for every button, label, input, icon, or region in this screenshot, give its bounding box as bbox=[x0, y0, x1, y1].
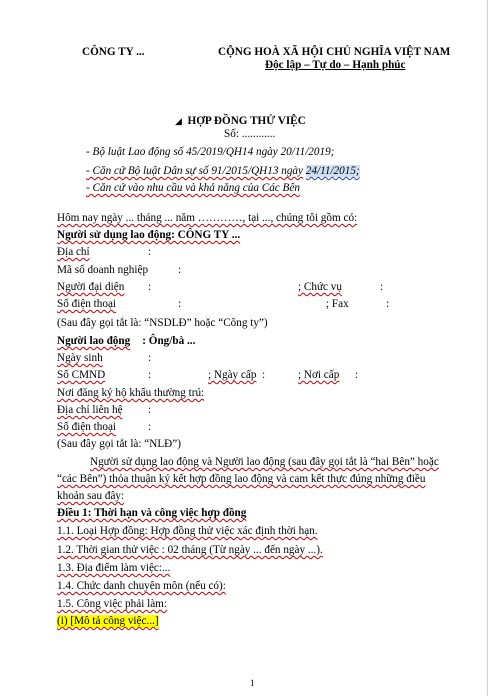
legal-basis-2 bbox=[86, 165, 360, 178]
page-number: 1 bbox=[250, 678, 255, 688]
task-description-placeholder[interactable]: (i) [Mô tả công việc...] bbox=[57, 615, 159, 627]
agreement-line-1: Người sử dụng lao động và Người lao động (sau đây gọi tắt là “hai Bên” hoặc bbox=[90, 456, 439, 468]
colon: : bbox=[148, 421, 152, 433]
colon: : bbox=[148, 404, 152, 416]
intro-line: Hôm nay ngày ... tháng ... năm …………, tại ..., chúng tôi gồm có: bbox=[57, 212, 358, 224]
agreement-line-2: “các Bên”) thỏa thuận ký kết hợp đồng lao động và cam kết thực đúng những điều bbox=[57, 473, 426, 485]
legal-basis-2-text: - Căn cứ Bộ luật Dân sự số 91/2015/QH13 ngày bbox=[86, 165, 303, 177]
position-label: ; Chức vụ bbox=[298, 281, 342, 293]
contract-title-text: HỢP ĐỒNG THỬ VIỆC bbox=[187, 115, 306, 127]
page-edge bbox=[487, 0, 488, 696]
issue-place-label: ; Nơi cấp bbox=[298, 369, 340, 381]
colon: : bbox=[148, 369, 152, 381]
republic-heading: CỘNG HOÀ XÃ HỘI CHỦ NGHĨA VIỆT NAM bbox=[218, 46, 451, 58]
employer-heading: Người sử dụng lao động: CÔNG TY ... bbox=[57, 229, 241, 241]
legal-basis-3: - Căn cứ vào nhu cầu và khả năng của Các Bên bbox=[86, 182, 300, 194]
issue-date-label: ; Ngày cấp bbox=[208, 369, 257, 381]
article-1-item: 1.1. Loại Hợp đồng: Hợp đồng thử việc xác định thời hạn. bbox=[57, 525, 318, 537]
employer-phone-label: Số điện thoại bbox=[57, 298, 117, 310]
contract-title bbox=[175, 115, 306, 128]
selected-date[interactable]: 24/11/2015; bbox=[305, 165, 360, 177]
colon: : bbox=[178, 264, 182, 276]
dob-label: Ngày sinh bbox=[57, 352, 103, 364]
national-motto: Độc lập – Tự do – Hạnh phúc bbox=[265, 59, 406, 71]
colon: : bbox=[386, 298, 390, 310]
contract-number: Số: ............ bbox=[224, 128, 276, 140]
id-number-label: Số CMND bbox=[57, 369, 106, 381]
article-1-item: 1.3. Địa điểm làm việc:... bbox=[57, 562, 171, 574]
legal-basis-1: - Bộ luật Lao động số 45/2019/QH14 ngày 20/11/2019; bbox=[86, 146, 335, 158]
tax-code-label: Mã số doanh nghiệp bbox=[57, 264, 149, 276]
contact-address-label: Địa chỉ liên hệ bbox=[57, 404, 123, 416]
employee-heading-suffix: : Ông/bà ... bbox=[142, 335, 196, 347]
colon: : bbox=[148, 246, 152, 258]
article-1-heading: Điều 1: Thời hạn và công việc hợp đồng bbox=[57, 507, 247, 519]
paragraph-anchor-icon: ◢ bbox=[175, 116, 182, 126]
colon: : bbox=[355, 369, 359, 381]
employee-heading bbox=[57, 335, 195, 348]
colon: : bbox=[148, 281, 152, 293]
company-name: CÔNG TY ... bbox=[82, 46, 145, 58]
article-1-item: 1.5. Công việc phải làm: bbox=[57, 598, 167, 610]
employee-phone-label: Số điện thoại bbox=[57, 421, 117, 433]
employer-alias: (Sau đây gọi tắt là: “NSDLĐ” hoặc “Công ty”) bbox=[57, 317, 268, 329]
colon: : bbox=[148, 352, 152, 364]
residence-label: Nơi đăng ký hộ khẩu thường trú: bbox=[57, 387, 205, 399]
colon: : bbox=[178, 298, 182, 310]
fax-label: ; Fax bbox=[326, 298, 349, 310]
employer-address-label: Địa chỉ bbox=[57, 246, 90, 258]
agreement-line-3: khoản sau đây: bbox=[57, 490, 125, 502]
employee-heading-label: Người lao động bbox=[57, 335, 131, 347]
colon: : bbox=[380, 281, 384, 293]
employee-alias: (Sau đây gọi tắt là: “NLĐ”) bbox=[57, 438, 181, 450]
article-1-item: 1.2. Thời gian thử việc : 02 tháng (Từ ngày ... đến ngày ...). bbox=[57, 544, 323, 556]
representative-label: Người đại diện bbox=[57, 281, 125, 293]
article-1-item: 1.4. Chức danh chuyên môn (nếu có): bbox=[57, 580, 226, 592]
colon: : bbox=[262, 369, 266, 381]
